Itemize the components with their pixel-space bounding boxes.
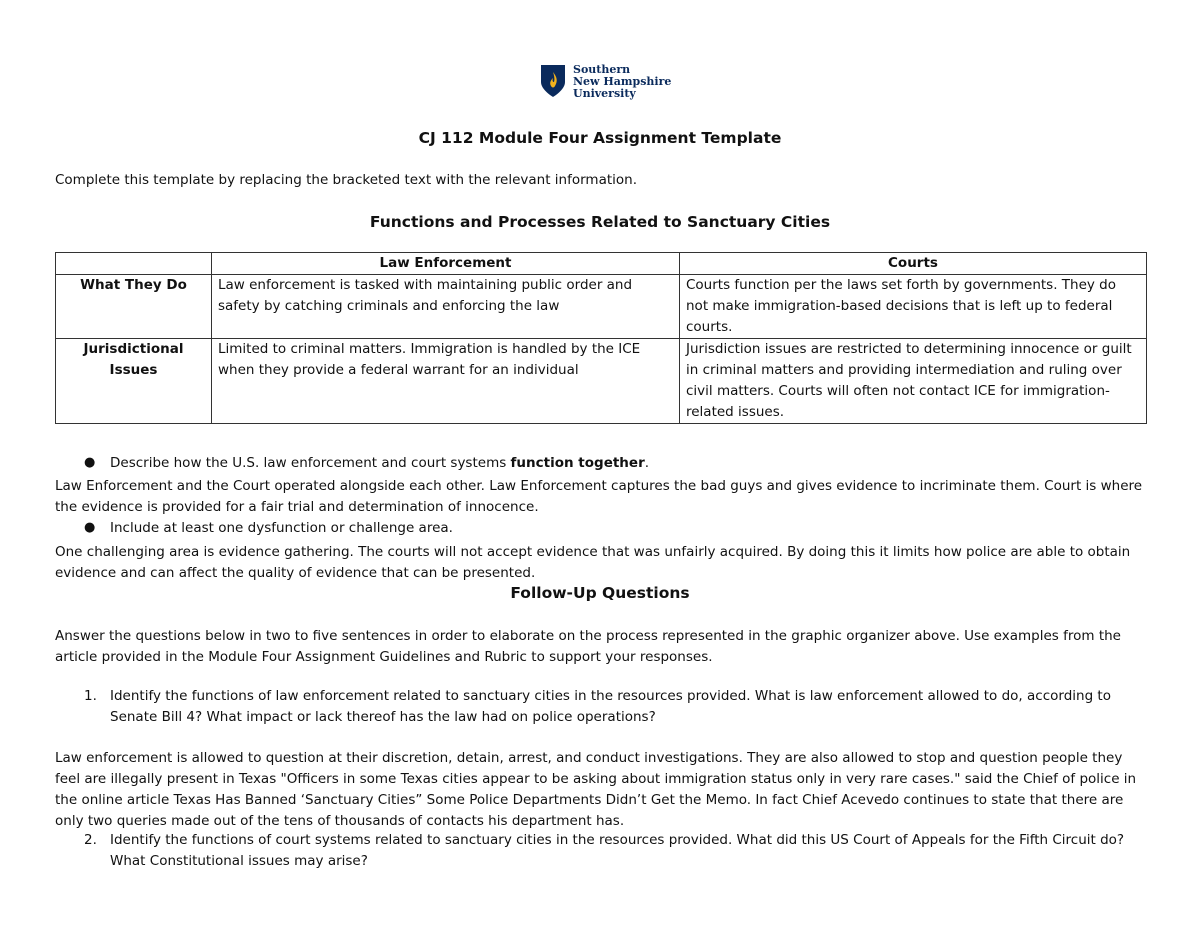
cell-law-jurisdictional: Limited to criminal matters. Immigration is handled by the ICE when they provide a federal warrant for an individual: [212, 339, 680, 424]
table-header-empty: [56, 253, 212, 275]
table-row: [56, 275, 1147, 339]
shield-flame-icon: [540, 64, 566, 98]
bullet-1-bold: function together: [510, 455, 645, 471]
table-header-law: Law Enforcement: [212, 253, 680, 275]
question-1-number: 1.: [84, 688, 97, 704]
university-logo: [540, 64, 671, 100]
bullet-dot-icon: ●: [84, 520, 96, 535]
table-header-courts: Courts: [680, 253, 1147, 275]
answer-question-1: Law enforcement is allowed to question at their discretion, detain, arrest, and conduct investigations. They are also allowed to stop and question people they feel are illegally present in Texas "Officers in some Texas cities appear to be asking about immigration status only in very rare cases." said the Chief of police in the online article Texas Has Banned ‘Sanctuary Cities” Some Police Departments Didn’t Get the Memo. In fact Chief Acevedo continues to state that there are only two queries made out of the tens of thousands of contacts his department has.: [55, 750, 1137, 829]
logo-line-3: University: [573, 87, 636, 100]
bullet-item-2: [84, 520, 453, 536]
question-1-text: Identify the functions of law enforcement related to sanctuary cities in the resources provided. What is law enforcement allowed to do, according to Senate Bill 4? What impact or lack thereof has the law had on police operations?: [110, 688, 1111, 725]
row-label-jurisdictional-issues: Jurisdictional Issues: [56, 339, 212, 424]
followup-intro: Answer the questions below in two to five sentences in order to elaborate on the process represented in the graphic organizer above. Use examples from the article provided in the Module Four Assignment Guidelines and Rubric to support your responses.: [55, 628, 1121, 665]
question-2-number: 2.: [84, 832, 97, 848]
cell-courts-jurisdictional: Jurisdiction issues are restricted to determining innocence or guilt in criminal matters and providing intermediation and ruling over civil matters. Courts will often not contact ICE for immigration-related issues.: [680, 339, 1147, 424]
document-title: CJ 112 Module Four Assignment Template: [418, 129, 782, 147]
answer-paragraph-1: Law Enforcement and the Court operated alongside each other. Law Enforcement captures the bad guys and gives evidence to incriminate them. Court is where the evidence is provided for a fair trial and determination of innocence.: [55, 478, 1143, 515]
question-2: [84, 830, 1144, 872]
bullet-2-text: Include at least one dysfunction or challenge area.: [110, 520, 453, 536]
bullet-item-1: [84, 455, 649, 471]
question-2-text: Identify the functions of court systems related to sanctuary cities in the resources provided. What did this US Court of Appeals for the Fifth Circuit do? What Constitutional issues may arise?: [110, 832, 1125, 869]
row-label-what-they-do: What They Do: [56, 275, 212, 339]
organizer-table: [55, 252, 1147, 424]
answer-paragraph-2: One challenging area is evidence gathering. The courts will not accept evidence that was unfairly acquired. By doing this it limits how police are able to obtain evidence and can affect the quality of evidence that can be presented.: [55, 544, 1131, 581]
cell-law-what-they-do: Law enforcement is tasked with maintaining public order and safety by catching criminals and enforcing the law: [212, 275, 680, 339]
table-header-row: [56, 253, 1147, 275]
intro-text: Complete this template by replacing the bracketed text with the relevant information.: [55, 172, 638, 188]
bullet-dot-icon: ●: [84, 455, 96, 470]
logo-line-2: New Hampshire: [573, 75, 672, 88]
cell-courts-what-they-do: Courts function per the laws set forth by governments. They do not make immigration-based decisions that is left up to federal courts.: [680, 275, 1147, 339]
question-1: [84, 686, 1144, 728]
bullet-1-end: .: [644, 455, 650, 471]
logo-line-1: Southern: [573, 63, 631, 76]
section-title-functions: Functions and Processes Related to Sanctuary Cities: [369, 213, 831, 231]
table-row: [56, 339, 1147, 424]
section-title-followup: Follow-Up Questions: [510, 584, 690, 602]
bullet-1-text: Describe how the U.S. law enforcement and court systems: [110, 455, 511, 471]
